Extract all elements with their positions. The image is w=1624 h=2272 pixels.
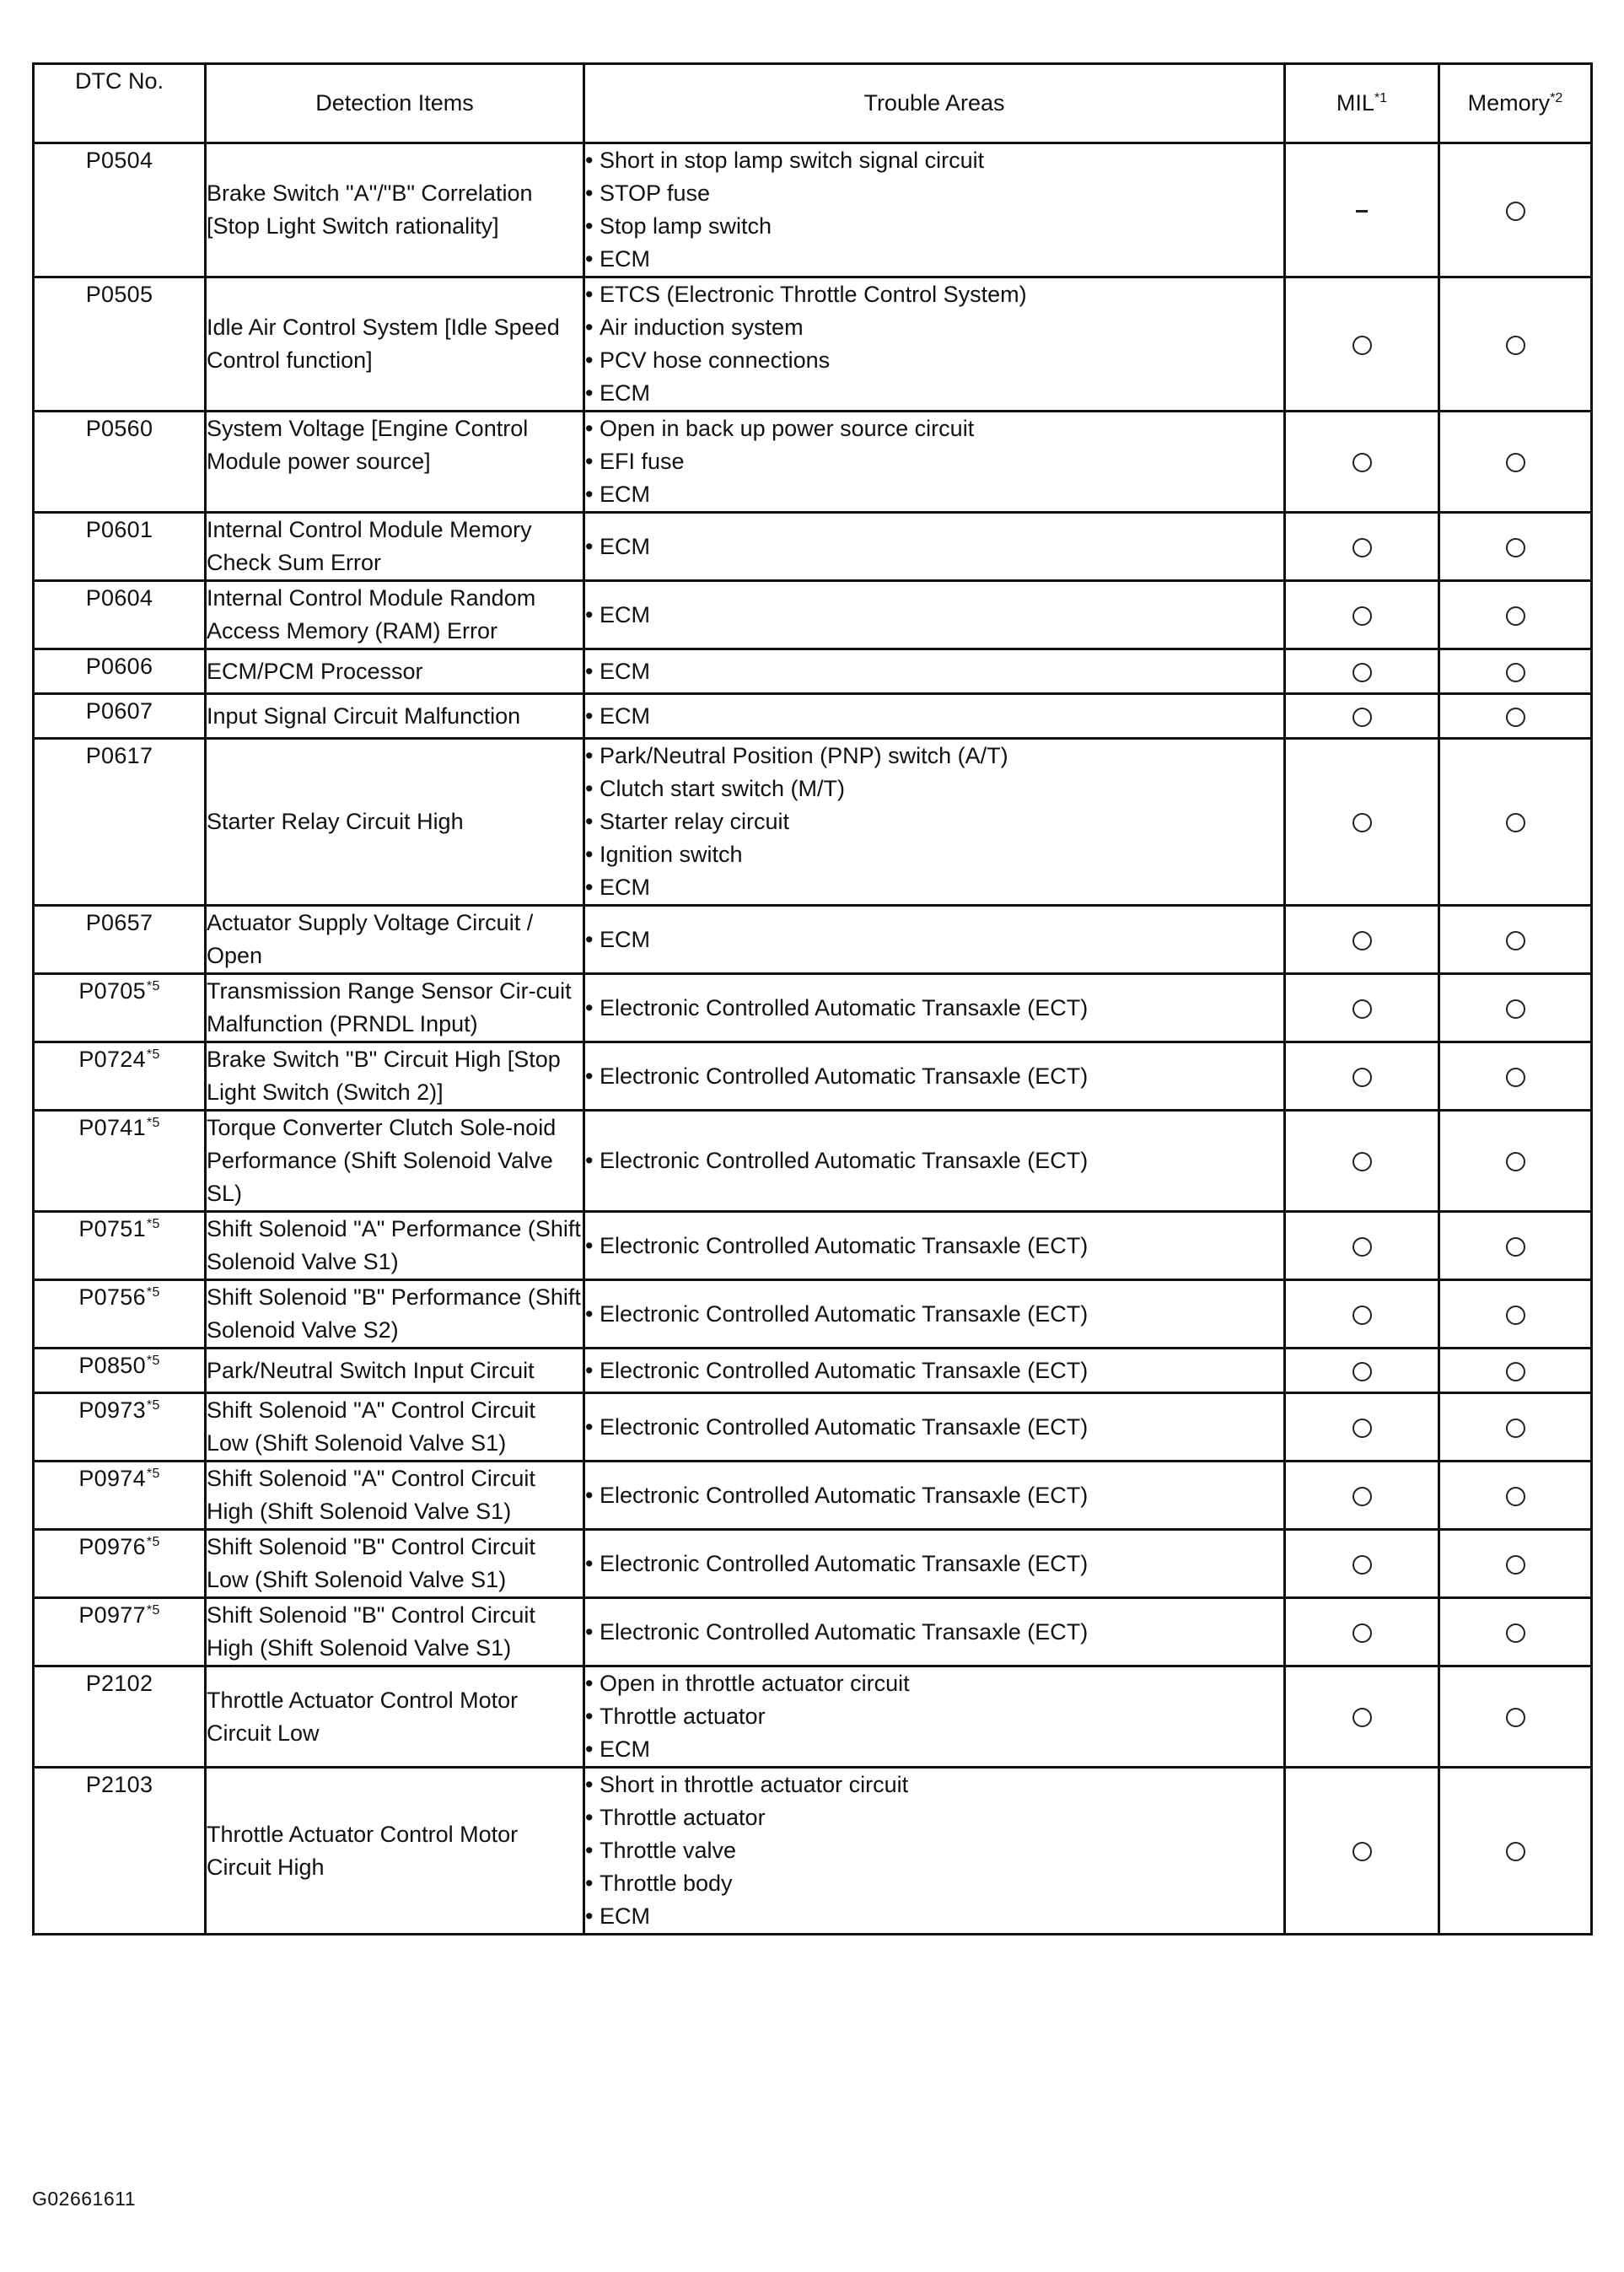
dtc-footnote-ref: *5: [146, 1116, 160, 1130]
table-row: [34, 1349, 1592, 1393]
detection-item: Shift Solenoid "A" Control Circuit High (Shift Solenoid Valve S1): [206, 1462, 584, 1530]
trouble-area-list: [585, 1354, 1283, 1387]
memory-indicator-cell: [1439, 1111, 1592, 1212]
mil-indicator-cell: [1285, 1462, 1439, 1530]
table-row: [34, 1393, 1592, 1462]
dtc-code: P0976: [78, 1534, 146, 1559]
trouble-area-item: • Short in throttle actuator circuit: [585, 1769, 1283, 1801]
dtc-code: P0751: [78, 1216, 146, 1241]
trouble-area-list: [585, 923, 1283, 956]
mil-indicator-cell: [1285, 1393, 1439, 1462]
table-row: [34, 277, 1592, 412]
trouble-area-list: [585, 740, 1283, 904]
circle-icon: [1352, 1419, 1372, 1438]
memory-indicator-cell: [1439, 412, 1592, 513]
circle-icon: [1352, 931, 1372, 950]
table-row: [34, 1111, 1592, 1212]
dtc-code: P0973: [78, 1397, 146, 1423]
detection-item: Idle Air Control System [Idle Speed Control function]: [206, 277, 584, 412]
detection-item: Torque Converter Clutch Sole-noid Performance (Shift Solenoid Valve SL): [206, 1111, 584, 1212]
trouble-area-list: [585, 144, 1283, 276]
dtc-code-cell: [34, 739, 206, 906]
trouble-area-item: • ECM: [585, 923, 1283, 956]
circle-icon: [1506, 1306, 1525, 1325]
trouble-areas-cell: [584, 1666, 1285, 1768]
mil-indicator-cell: [1285, 649, 1439, 694]
trouble-area-item: • ECM: [585, 530, 1283, 563]
detection-item: Shift Solenoid "B" Control Circuit Low (Shift Solenoid Valve S1): [206, 1530, 584, 1598]
circle-icon: [1352, 538, 1372, 557]
trouble-area-item: • Electronic Controlled Automatic Transaxle (ECT): [585, 1548, 1283, 1580]
mil-indicator-cell: [1285, 277, 1439, 412]
detection-item: Throttle Actuator Control Motor Circuit High: [206, 1768, 584, 1935]
trouble-area-item: • Clutch start switch (M/T): [585, 773, 1283, 805]
dtc-code-cell: [34, 412, 206, 513]
trouble-area-list: [585, 655, 1283, 688]
trouble-area-item: • Throttle actuator: [585, 1700, 1283, 1733]
detection-item: System Voltage [Engine Control Module power source]: [206, 412, 584, 513]
dtc-code: P0977: [78, 1602, 146, 1628]
mil-indicator-cell: [1285, 581, 1439, 649]
dtc-code-cell: [34, 1393, 206, 1462]
trouble-areas-cell: [584, 277, 1285, 412]
dtc-code: P0617: [85, 743, 153, 768]
detection-item: Starter Relay Circuit High: [206, 739, 584, 906]
dtc-code: P0974: [78, 1466, 146, 1491]
dtc-code-cell: [34, 1280, 206, 1349]
trouble-area-list: [585, 1616, 1283, 1649]
circle-icon: [1352, 1362, 1372, 1381]
trouble-area-list: [585, 1479, 1283, 1512]
detection-item: Shift Solenoid "B" Performance (Shift Solenoid Valve S2): [206, 1280, 584, 1349]
trouble-areas-cell: [584, 906, 1285, 974]
trouble-area-item: • ECM: [585, 655, 1283, 688]
circle-icon: [1506, 1623, 1525, 1643]
mil-indicator-cell: [1285, 1666, 1439, 1768]
trouble-areas-cell: [584, 974, 1285, 1042]
trouble-area-item: • ECM: [585, 243, 1283, 276]
trouble-area-list: [585, 1060, 1283, 1093]
dtc-code: P0560: [85, 416, 153, 441]
dtc-code: P0705: [78, 978, 146, 1004]
trouble-area-item: • ECM: [585, 599, 1283, 632]
trouble-areas-cell: [584, 1598, 1285, 1666]
trouble-area-item: • Air induction system: [585, 311, 1283, 344]
dtc-code-cell: [34, 513, 206, 581]
trouble-areas-cell: [584, 1462, 1285, 1530]
dtc-footnote-ref: *5: [146, 1285, 160, 1300]
dtc-code-cell: [34, 1598, 206, 1666]
circle-icon: [1506, 202, 1525, 221]
trouble-area-item: • ETCS (Electronic Throttle Control System): [585, 278, 1283, 311]
mil-indicator-cell: [1285, 412, 1439, 513]
trouble-area-list: [585, 278, 1283, 410]
dtc-code: P0724: [78, 1047, 146, 1072]
dtc-code-cell: [34, 1530, 206, 1598]
table-row: [34, 974, 1592, 1042]
table-row: [34, 694, 1592, 739]
circle-icon: [1352, 1623, 1372, 1643]
trouble-areas-cell: [584, 649, 1285, 694]
detection-item: Shift Solenoid "B" Control Circuit High (Shift Solenoid Valve S1): [206, 1598, 584, 1666]
dtc-code: P2103: [85, 1772, 153, 1797]
detection-item: Shift Solenoid "A" Control Circuit Low (Shift Solenoid Valve S1): [206, 1393, 584, 1462]
memory-indicator-cell: [1439, 1393, 1592, 1462]
detection-item: Shift Solenoid "A" Performance (Shift Solenoid Valve S1): [206, 1212, 584, 1280]
memory-indicator-cell: [1439, 581, 1592, 649]
circle-icon: [1352, 1306, 1372, 1325]
trouble-areas-cell: [584, 1280, 1285, 1349]
trouble-area-item: • ECM: [585, 871, 1283, 904]
memory-indicator-cell: [1439, 1530, 1592, 1598]
circle-icon: [1352, 1152, 1372, 1171]
trouble-area-list: [585, 1769, 1283, 1933]
dtc-code: P0850: [78, 1353, 146, 1378]
table-row: [34, 906, 1592, 974]
dtc-code: P2102: [85, 1671, 153, 1696]
dtc-code-cell: [34, 974, 206, 1042]
circle-icon: [1506, 931, 1525, 950]
circle-icon: [1506, 1708, 1525, 1727]
dtc-footnote-ref: *5: [146, 979, 160, 993]
trouble-area-list: [585, 599, 1283, 632]
trouble-area-item: • Starter relay circuit: [585, 805, 1283, 838]
trouble-area-item: • Electronic Controlled Automatic Transaxle (ECT): [585, 1354, 1283, 1387]
trouble-area-list: [585, 992, 1283, 1025]
mil-indicator-cell: [1285, 1042, 1439, 1111]
trouble-area-item: • Open in throttle actuator circuit: [585, 1667, 1283, 1700]
mil-indicator-cell: [1285, 513, 1439, 581]
detection-item: Throttle Actuator Control Motor Circuit Low: [206, 1666, 584, 1768]
detection-item: Park/Neutral Switch Input Circuit: [206, 1349, 584, 1393]
circle-icon: [1506, 708, 1525, 727]
dtc-code-cell: [34, 906, 206, 974]
table-row: [34, 1280, 1592, 1349]
circle-icon: [1506, 1362, 1525, 1381]
header-trouble-areas: Trouble Areas: [584, 64, 1285, 143]
trouble-area-item: • Electronic Controlled Automatic Transaxle (ECT): [585, 1298, 1283, 1331]
dtc-code-cell: [34, 143, 206, 277]
trouble-area-item: • Short in stop lamp switch signal circuit: [585, 144, 1283, 177]
memory-indicator-cell: [1439, 1042, 1592, 1111]
memory-indicator-cell: [1439, 1462, 1592, 1530]
detection-item: Brake Switch "B" Circuit High [Stop Light Switch (Switch 2)]: [206, 1042, 584, 1111]
dtc-code: P0607: [85, 698, 153, 724]
circle-icon: [1352, 1068, 1372, 1087]
dtc-code-cell: [34, 649, 206, 694]
trouble-area-item: • ECM: [585, 700, 1283, 733]
table-row: [34, 1212, 1592, 1280]
detection-item: Actuator Supply Voltage Circuit / Open: [206, 906, 584, 974]
dtc-code: P0756: [78, 1284, 146, 1310]
dtc-code: P0606: [85, 654, 153, 679]
dtc-code-cell: [34, 1349, 206, 1393]
dash-icon: [1356, 210, 1368, 213]
circle-icon: [1352, 813, 1372, 832]
table-row: [34, 1598, 1592, 1666]
memory-indicator-cell: [1439, 1666, 1592, 1768]
trouble-area-list: [585, 700, 1283, 733]
circle-icon: [1352, 453, 1372, 472]
memory-indicator-cell: [1439, 1212, 1592, 1280]
memory-indicator-cell: [1439, 1768, 1592, 1935]
circle-icon: [1352, 663, 1372, 682]
trouble-area-item: • ECM: [585, 1733, 1283, 1766]
table-row: [34, 739, 1592, 906]
detection-item: Transmission Range Sensor Cir-cuit Malfunction (PRNDL Input): [206, 974, 584, 1042]
circle-icon: [1506, 1068, 1525, 1087]
dtc-code-cell: [34, 1042, 206, 1111]
circle-icon: [1352, 606, 1372, 626]
trouble-areas-cell: [584, 694, 1285, 739]
trouble-areas-cell: [584, 1768, 1285, 1935]
dtc-code: P0601: [85, 517, 153, 542]
mil-indicator-cell: [1285, 1280, 1439, 1349]
trouble-area-list: [585, 530, 1283, 563]
table-body: [34, 143, 1592, 1935]
detection-item: Internal Control Module Memory Check Sum Error: [206, 513, 584, 581]
trouble-area-item: • Throttle valve: [585, 1834, 1283, 1867]
table-row: [34, 1462, 1592, 1530]
table-row: [34, 1666, 1592, 1768]
mil-indicator-cell: [1285, 1768, 1439, 1935]
table-row: [34, 143, 1592, 277]
trouble-areas-cell: [584, 1530, 1285, 1598]
dtc-code-cell: [34, 1462, 206, 1530]
trouble-areas-cell: [584, 581, 1285, 649]
table-row: [34, 1530, 1592, 1598]
trouble-area-item: • STOP fuse: [585, 177, 1283, 210]
dtc-code: P0604: [85, 585, 153, 611]
mil-footnote-ref: *1: [1374, 91, 1388, 105]
trouble-area-item: • Throttle body: [585, 1867, 1283, 1900]
dtc-code-cell: [34, 1212, 206, 1280]
dtc-code-cell: [34, 694, 206, 739]
table-row: [34, 412, 1592, 513]
detection-item: ECM/PCM Processor: [206, 649, 584, 694]
table-row: [34, 1042, 1592, 1111]
mil-indicator-cell: [1285, 906, 1439, 974]
memory-indicator-cell: [1439, 1280, 1592, 1349]
memory-indicator-cell: [1439, 1349, 1592, 1393]
trouble-area-list: [585, 1667, 1283, 1766]
dtc-table: [32, 62, 1593, 1936]
header-memory: Memory$^{*2}$: [1439, 64, 1592, 143]
dtc-footnote-ref: *5: [146, 1047, 160, 1062]
trouble-areas-cell: [584, 513, 1285, 581]
memory-indicator-cell: [1439, 906, 1592, 974]
trouble-area-list: [585, 1548, 1283, 1580]
dtc-footnote-ref: *5: [146, 1467, 160, 1481]
trouble-area-item: • Electronic Controlled Automatic Transaxle (ECT): [585, 1411, 1283, 1444]
dtc-code-cell: [34, 1111, 206, 1212]
trouble-area-item: • Ignition switch: [585, 838, 1283, 871]
trouble-area-item: • Electronic Controlled Automatic Transaxle (ECT): [585, 1616, 1283, 1649]
mil-indicator-cell: [1285, 739, 1439, 906]
trouble-area-list: [585, 1144, 1283, 1177]
trouble-area-list: [585, 1298, 1283, 1331]
circle-icon: [1506, 1237, 1525, 1257]
memory-indicator-cell: [1439, 143, 1592, 277]
trouble-area-item: • EFI fuse: [585, 445, 1283, 478]
circle-icon: [1506, 1487, 1525, 1506]
header-mil: MIL$^{*1}$: [1285, 64, 1439, 143]
circle-icon: [1352, 999, 1372, 1019]
circle-icon: [1352, 336, 1372, 355]
trouble-area-item: • PCV hose connections: [585, 344, 1283, 377]
trouble-areas-cell: [584, 412, 1285, 513]
memory-indicator-cell: [1439, 1598, 1592, 1666]
dtc-code: P0741: [78, 1115, 146, 1140]
dtc-footnote-ref: *5: [146, 1354, 160, 1368]
figure-id: G02661611: [32, 2188, 137, 2210]
circle-icon: [1352, 1842, 1372, 1861]
mil-indicator-cell: [1285, 1212, 1439, 1280]
memory-indicator-cell: [1439, 649, 1592, 694]
mil-indicator-cell: [1285, 1530, 1439, 1598]
trouble-area-item: • Electronic Controlled Automatic Transaxle (ECT): [585, 992, 1283, 1025]
memory-indicator-cell: [1439, 974, 1592, 1042]
memory-indicator-cell: [1439, 277, 1592, 412]
trouble-area-item: • Electronic Controlled Automatic Transaxle (ECT): [585, 1479, 1283, 1512]
table-row: [34, 1768, 1592, 1935]
trouble-area-item: • Open in back up power source circuit: [585, 412, 1283, 445]
dtc-code-cell: [34, 277, 206, 412]
memory-indicator-cell: [1439, 513, 1592, 581]
trouble-areas-cell: [584, 1212, 1285, 1280]
trouble-area-item: • ECM: [585, 478, 1283, 511]
trouble-areas-cell: [584, 143, 1285, 277]
circle-icon: [1506, 538, 1525, 557]
detection-item: Brake Switch "A"/"B" Correlation [Stop Light Switch rationality]: [206, 143, 584, 277]
trouble-area-item: • ECM: [585, 377, 1283, 410]
circle-icon: [1352, 1237, 1372, 1257]
trouble-area-item: • Electronic Controlled Automatic Transaxle (ECT): [585, 1230, 1283, 1263]
dtc-footnote-ref: *5: [146, 1217, 160, 1231]
circle-icon: [1352, 1555, 1372, 1575]
trouble-areas-cell: [584, 739, 1285, 906]
mil-indicator-cell: [1285, 1598, 1439, 1666]
mil-indicator-cell: [1285, 1111, 1439, 1212]
trouble-area-item: • Park/Neutral Position (PNP) switch (A/T): [585, 740, 1283, 773]
dtc-code: P0504: [85, 148, 153, 173]
mil-indicator-cell: [1285, 143, 1439, 277]
trouble-area-list: [585, 1230, 1283, 1263]
dtc-footnote-ref: *5: [146, 1398, 160, 1413]
trouble-areas-cell: [584, 1042, 1285, 1111]
memory-footnote-ref: *2: [1550, 91, 1563, 105]
trouble-area-item: • Electronic Controlled Automatic Transaxle (ECT): [585, 1144, 1283, 1177]
table-row: [34, 581, 1592, 649]
circle-icon: [1506, 606, 1525, 626]
detection-item: Input Signal Circuit Malfunction: [206, 694, 584, 739]
mil-indicator-cell: [1285, 1349, 1439, 1393]
trouble-area-list: [585, 412, 1283, 511]
table-row: [34, 649, 1592, 694]
memory-indicator-cell: [1439, 739, 1592, 906]
dtc-footnote-ref: *5: [146, 1603, 160, 1618]
circle-icon: [1352, 1708, 1372, 1727]
trouble-area-item: • Throttle actuator: [585, 1801, 1283, 1834]
circle-icon: [1506, 999, 1525, 1019]
dtc-code-cell: [34, 1666, 206, 1768]
trouble-area-item: • Stop lamp switch: [585, 210, 1283, 243]
trouble-areas-cell: [584, 1349, 1285, 1393]
header-dtc-no: DTC No.: [34, 64, 206, 143]
dtc-code: P0505: [85, 282, 153, 307]
table-header-row: [34, 64, 1592, 143]
circle-icon: [1506, 813, 1525, 832]
circle-icon: [1506, 1419, 1525, 1438]
detection-item: Internal Control Module Random Access Memory (RAM) Error: [206, 581, 584, 649]
trouble-areas-cell: [584, 1393, 1285, 1462]
circle-icon: [1506, 663, 1525, 682]
circle-icon: [1352, 708, 1372, 727]
circle-icon: [1352, 1487, 1372, 1506]
circle-icon: [1506, 1152, 1525, 1171]
header-detection-items: Detection Items: [206, 64, 584, 143]
circle-icon: [1506, 453, 1525, 472]
dtc-code-cell: [34, 581, 206, 649]
memory-indicator-cell: [1439, 694, 1592, 739]
trouble-areas-cell: [584, 1111, 1285, 1212]
mil-indicator-cell: [1285, 694, 1439, 739]
trouble-area-list: [585, 1411, 1283, 1444]
circle-icon: [1506, 1555, 1525, 1575]
dtc-code: P0657: [85, 910, 153, 935]
dtc-footnote-ref: *5: [146, 1535, 160, 1549]
circle-icon: [1506, 1842, 1525, 1861]
mil-indicator-cell: [1285, 974, 1439, 1042]
dtc-code-cell: [34, 1768, 206, 1935]
table-row: [34, 513, 1592, 581]
trouble-area-item: • ECM: [585, 1900, 1283, 1933]
circle-icon: [1506, 336, 1525, 355]
trouble-area-item: • Electronic Controlled Automatic Transaxle (ECT): [585, 1060, 1283, 1093]
